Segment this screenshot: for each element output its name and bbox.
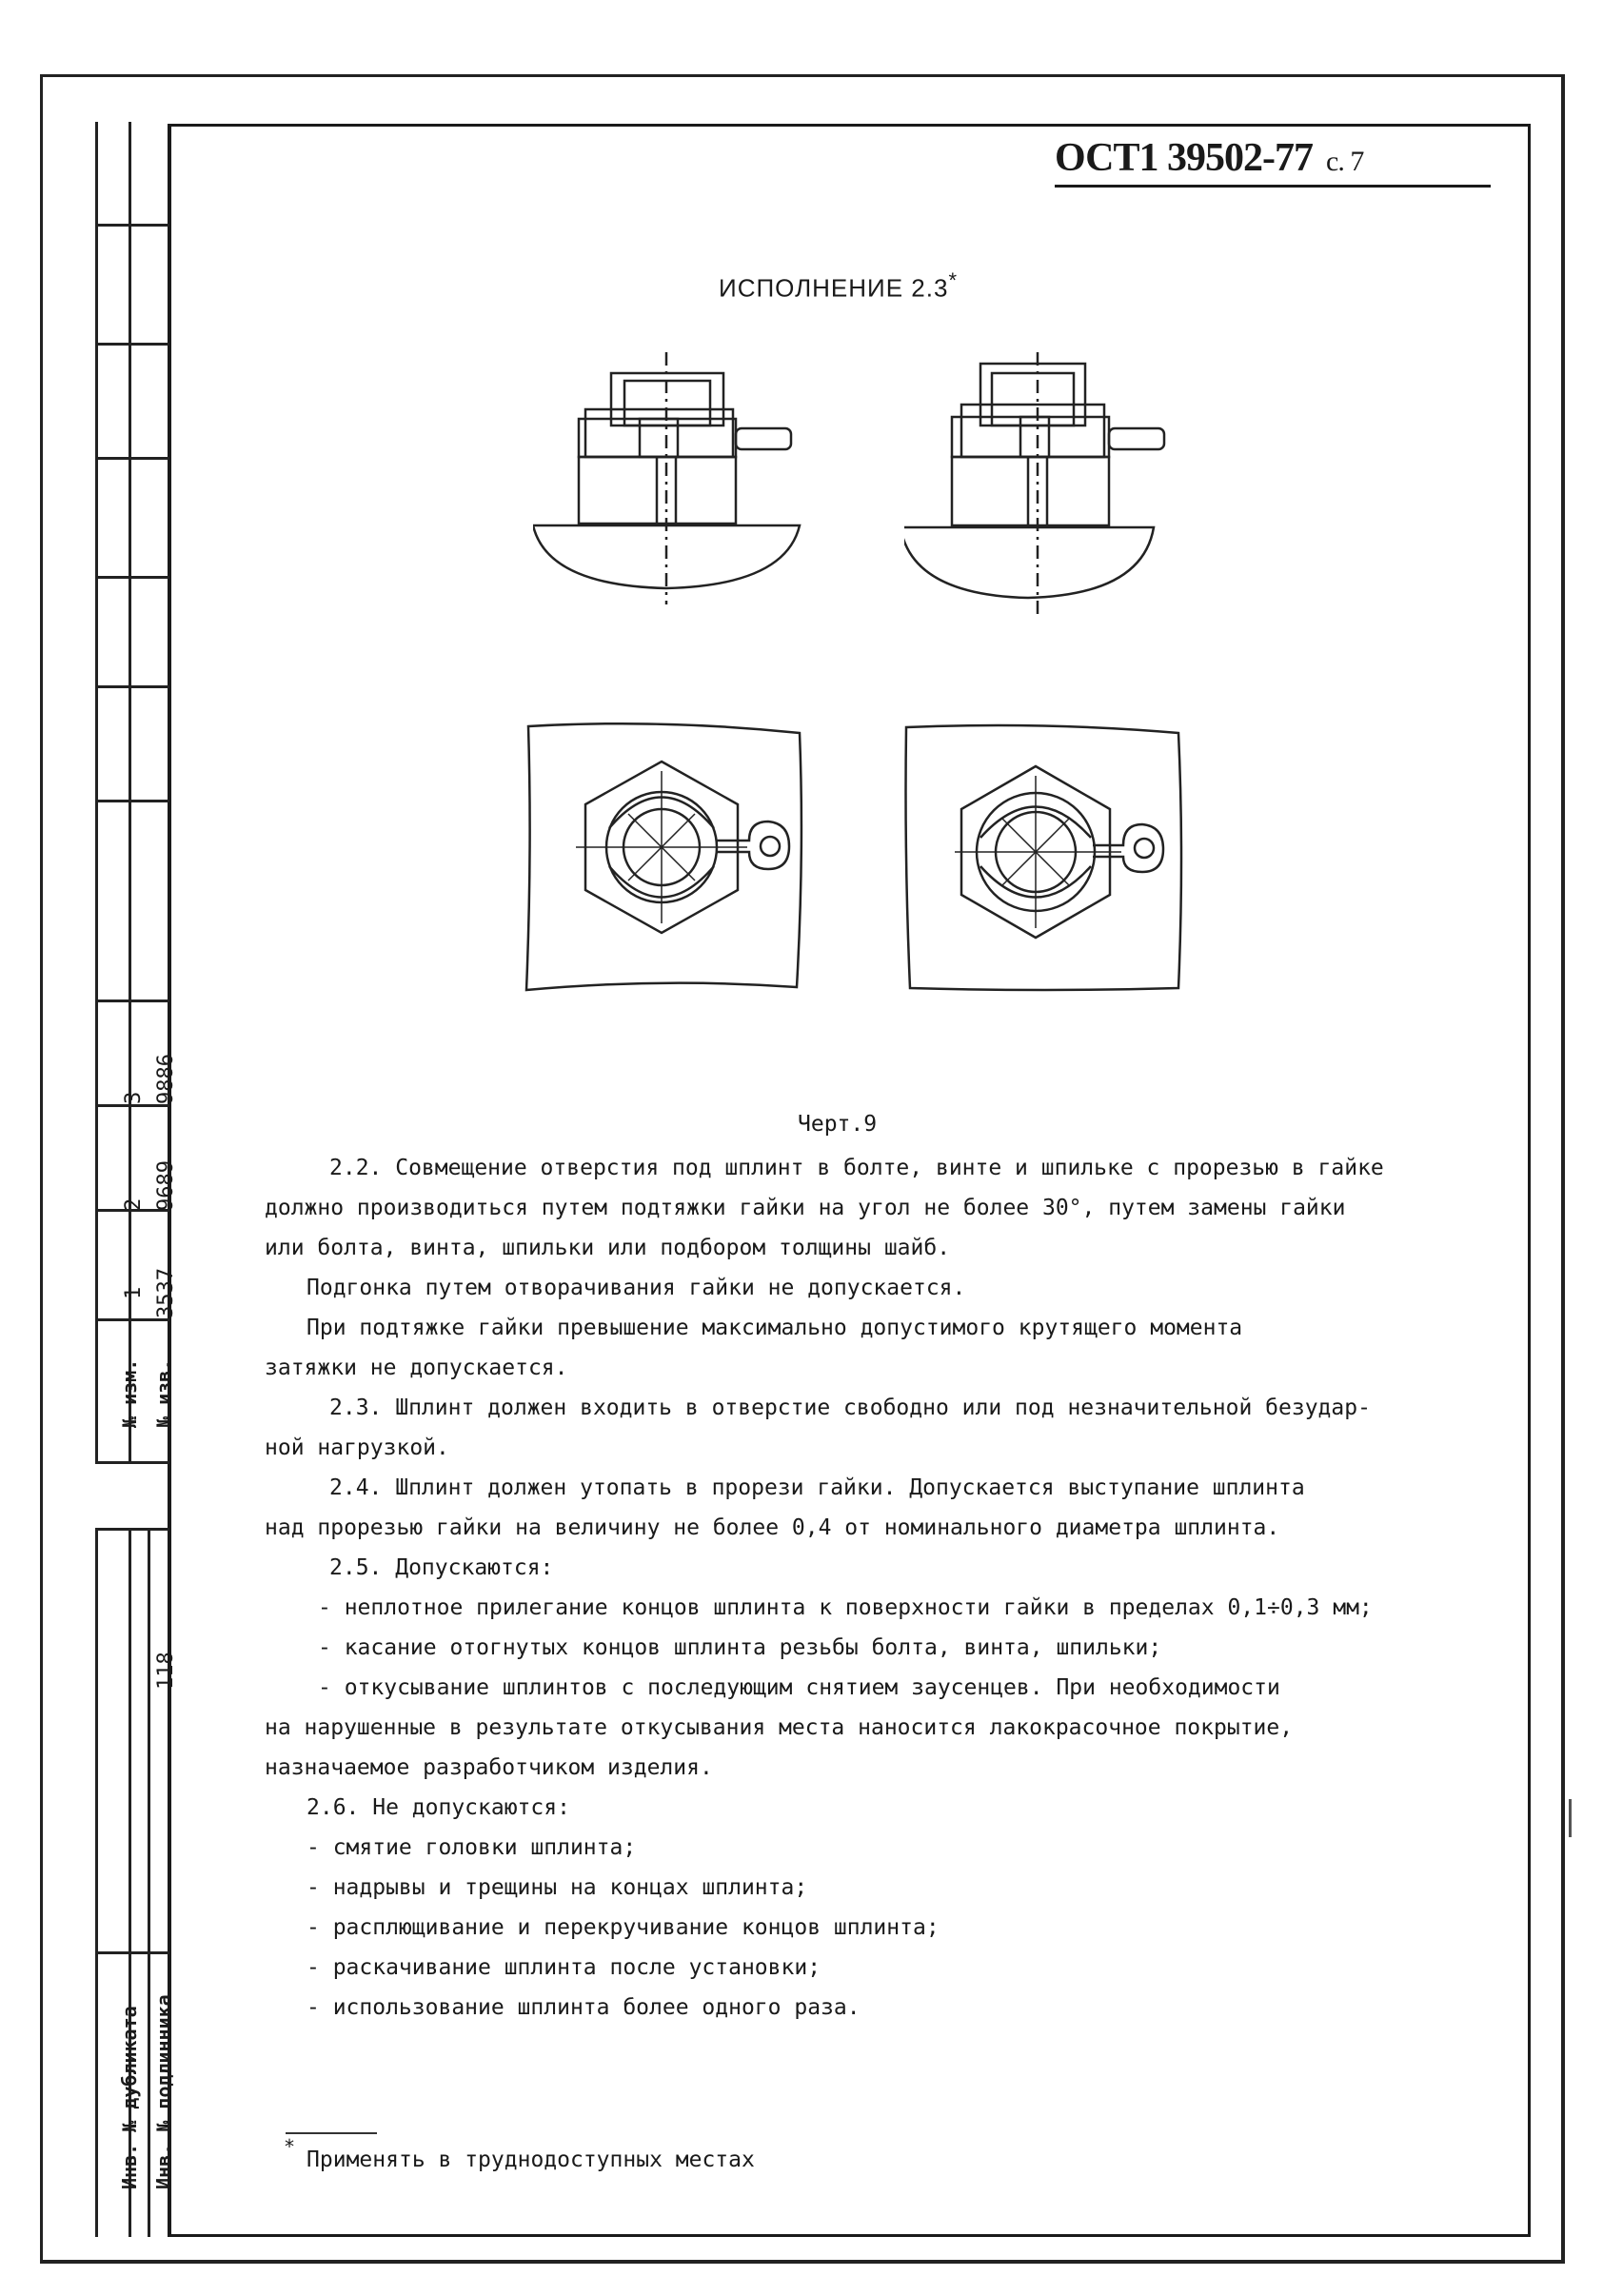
paragraph-p22a: 2.2. Совмещение отверстия под шплинт в болте, винте и шпильке с прорезью в гайке [329,1156,1384,1180]
paragraph-p22e: При подтяжке гайки превышение максимально допустимого крутящего момента [307,1316,1243,1340]
paragraph-p22d: Подгонка путем отворачивания гайки не допускается. [307,1276,966,1300]
footnote-text: Применять в труднодоступных местах [307,2148,755,2172]
paragraph-p26d: - раскачивание шплинта после установки; [307,1955,821,1980]
top-view-drawing-left [519,719,814,995]
stamp-col-num-2: 2 [122,1197,146,1211]
stamp-row-label-change: № изм. [118,1358,141,1428]
paragraph-p26b: - надрывы и трещины на концах шплинта; [307,1875,808,1900]
paragraph-p25b: - касание отогнутых концов шплинта резьбы болта, винта, шпильки; [318,1635,1162,1660]
paragraph-p26: 2.6. Не допускаются: [307,1795,570,1820]
footnote [284,2135,755,2172]
paragraph-p23b: ной нагрузкой. [265,1435,449,1460]
paragraph-p25: 2.5. Допускаются: [329,1555,554,1580]
execution-title-text: ИСПОЛНЕНИЕ 2.3 [719,273,949,303]
document-header [1055,135,1491,188]
execution-footnote-mark: * [948,268,958,292]
paragraph-p25c: - откусывание шплинтов с последующим снятием заусенцев. При необходимости [318,1675,1280,1700]
paragraph-p25d: на нарушенные в результате откусывания места наносится лакокрасочное покрытие, [265,1715,1294,1740]
footnote-mark: * [284,2135,296,2158]
paragraph-p26a: - смятие головки шплинта; [307,1835,637,1860]
original-inventory-label: Инв. № подлинника [152,1994,175,2189]
stamp-col-doc-2: 9689 [154,1160,178,1211]
stamp-col-num-3: 3 [122,1091,146,1104]
paragraph-p25e: назначаемое разработчиком изделия. [265,1755,713,1780]
paragraph-p25a: - неплотное прилегание концов шплинта к поверхности гайки в пределах 0,1÷0,3 мм; [318,1595,1373,1620]
standard-number: ОСТ1 39502-77 [1055,136,1314,180]
duplicate-inventory-label: Инв. № дубликата [118,2006,141,2189]
figure-caption: Черт.9 [798,1112,878,1137]
side-view-drawing-right [904,352,1190,619]
side-view-drawing-left [533,352,819,609]
body-text [265,1148,1502,2028]
stamp-col-doc-3: 9886 [154,1054,178,1104]
scan-mark [1569,1799,1572,1837]
page-number: с. 7 [1326,146,1364,177]
paragraph-p24a: 2.4. Шплинт должен утопать в прорези гайки. Допускается выступание шплинта [329,1475,1305,1500]
paragraph-p23a: 2.3. Шплинт должен входить в отверстие свободно или под незначительной безудар- [329,1395,1371,1420]
top-view-drawing-right [902,723,1188,995]
footnote-separator [286,2132,377,2134]
stamp-col-num-1: 1 [122,1286,146,1299]
paragraph-p22b: должно производиться путем подтяжки гайки на угол не более 30°, путем замены гайки [265,1196,1346,1220]
paragraph-p22c: или болта, винта, шпильки или подбором толщины шайб. [265,1236,951,1260]
paragraph-p26c: - расплющивание и перекручивание концов шплинта; [307,1915,940,1940]
paragraph-p24b: над прорезью гайки на величину не более 0,4 от номинального диаметра шплинта. [265,1515,1280,1540]
inventory-number: 118 [154,1652,178,1690]
stamp-row-label-notice: № изв. [152,1358,175,1428]
stamp-col-doc-1: 3537 [154,1268,178,1318]
execution-title [719,268,958,304]
paragraph-p26e: - использование шплинта более одного раза. [307,1995,861,2020]
paragraph-p22f: затяжки не допускается. [265,1356,568,1380]
